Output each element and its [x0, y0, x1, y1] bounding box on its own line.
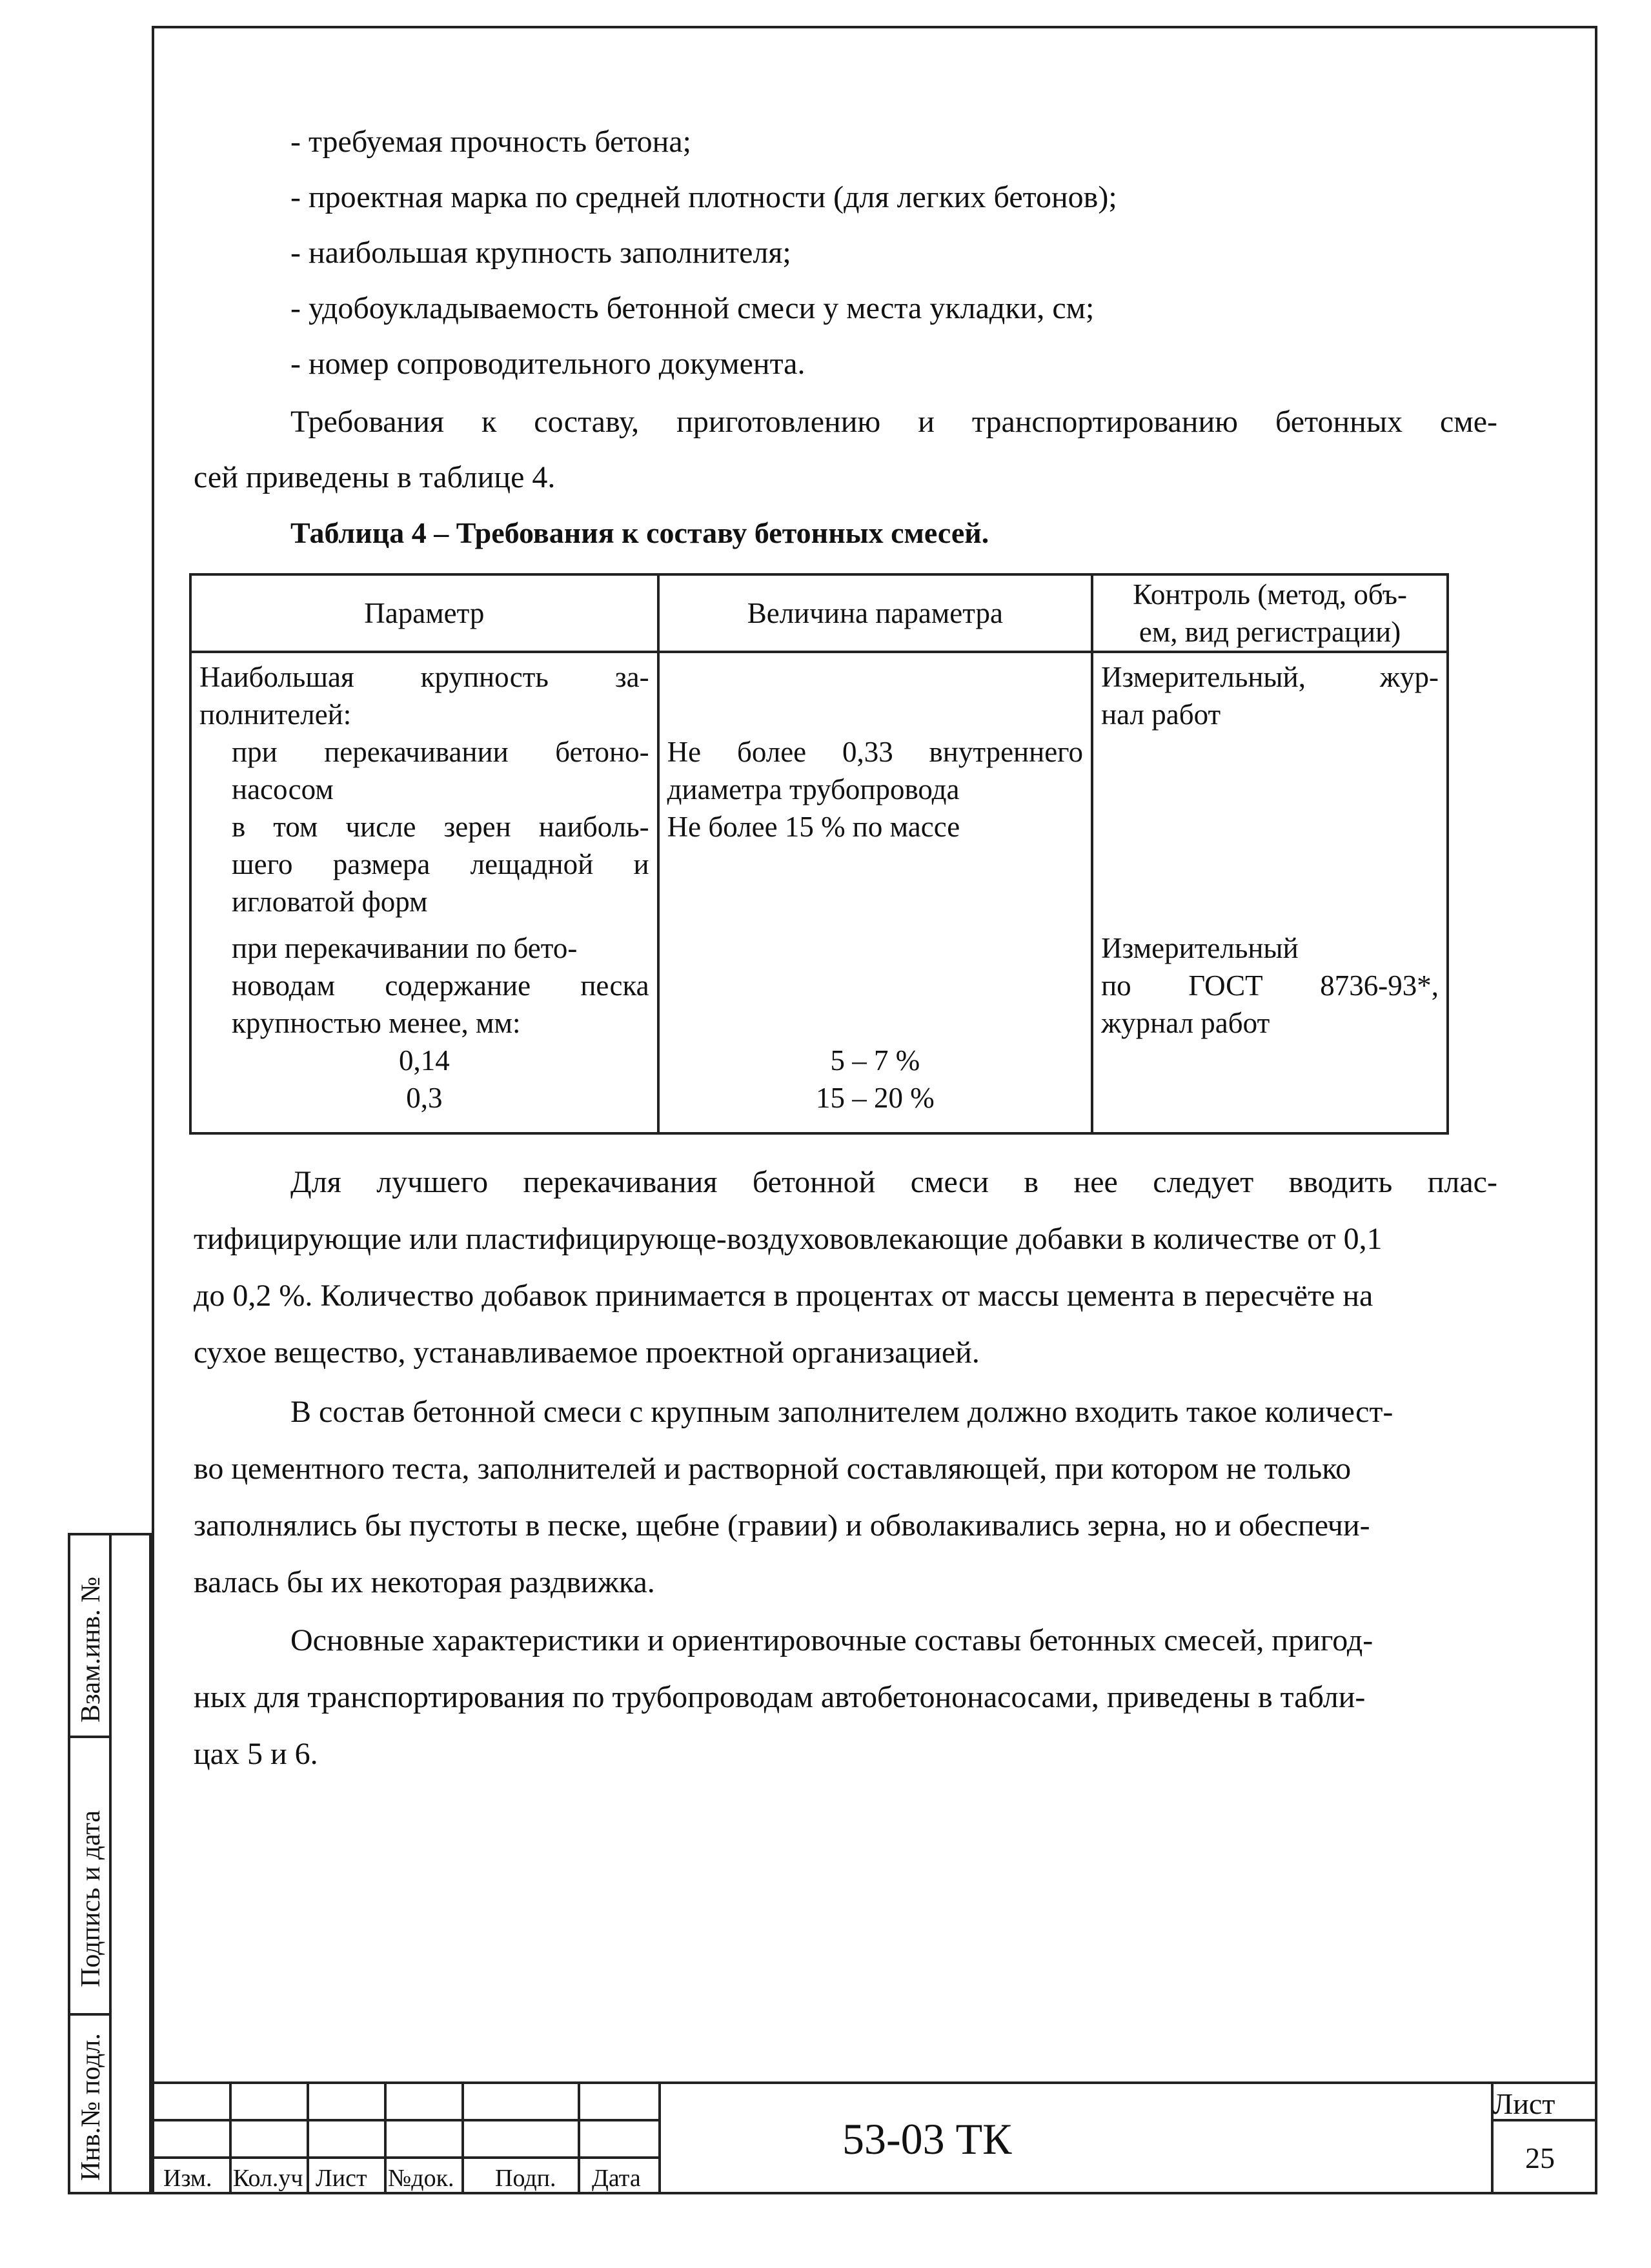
document-code: 53-03 ТК	[842, 2114, 1012, 2163]
para3-line3: заполнялись бы пустоты в песке, щебне (гравии) и обволакивались зерна, но и обеспечи-	[194, 1508, 1370, 1543]
bullet-3: - наибольшая крупность заполнителя;	[290, 236, 791, 270]
table-caption: Таблица 4 – Требования к составу бетонных смесей.	[290, 516, 989, 549]
title-col-kolvo: Кол.уч	[233, 2165, 303, 2192]
bullet-5: - номер сопроводительного документа.	[290, 347, 805, 381]
para1-line2: сей приведены в таблице 4.	[194, 460, 556, 494]
title-col-ndok: №док.	[388, 2165, 454, 2192]
bullet-4: - удобоукладываемость бетонной смеси у места укладки, см;	[290, 291, 1095, 325]
para2-line3: до 0,2 %. Количество добавок принимается в процентах от массы цемента в пересчёте на	[194, 1279, 1373, 1313]
table-header-control: Контроль (метод, объ- ем, вид регистрации)	[1092, 574, 1448, 652]
side-stamp-podpis: Подпись и дата	[76, 1810, 106, 1987]
table-header-parameter: Параметр	[190, 574, 658, 652]
side-stamp-vzam: Взам.инв. №	[76, 1576, 106, 1723]
sheet-number: 25	[1525, 2141, 1555, 2174]
para4-line2: ных для транспортирования по трубопроводам автобетононасосами, приведены в табли-	[194, 1680, 1366, 1714]
title-col-data: Дата	[592, 2165, 641, 2192]
bullet-1: - требуемая прочность бетона;	[290, 125, 691, 159]
para3-line2: во цементного теста, заполнителей и растворной составляющей, при котором не только	[194, 1452, 1352, 1486]
para2-line2: тифицирующие или пластифицирующе-воздухововлекающие добавки в количестве от 0,1	[194, 1222, 1383, 1256]
table-cell-control: Измерительный, жур- нал работ Измерительный по ГОСТ 8736-93*, журнал работ	[1092, 652, 1448, 1133]
para4-line3: цах 5 и 6.	[194, 1737, 318, 1771]
para1-line1: Требования к составу, приготовлению и транспортированию бетонных сме-	[290, 405, 1497, 439]
table-row	[190, 652, 1448, 1133]
title-col-podp: Подп.	[495, 2165, 556, 2192]
title-block	[152, 2081, 1597, 2194]
table-header-value: Величина параметра	[658, 574, 1092, 652]
side-stamp-inv: Инв.№ подл.	[76, 2033, 106, 2181]
para4-line1: Основные характеристики и ориентировочные составы бетонных смесей, пригод-	[290, 1623, 1373, 1657]
title-col-izm: Изм.	[163, 2165, 212, 2192]
title-col-list: Лист	[316, 2165, 367, 2192]
para2-line1: Для лучшего перекачивания бетонной смеси в нее следует вводить плас-	[290, 1165, 1497, 1199]
bullet-2: - проектная марка по средней плотности (для легких бетонов);	[290, 180, 1117, 214]
para3-line1: В состав бетонной смеси с крупным заполнителем должно входить такое количест-	[290, 1395, 1393, 1429]
side-stamp	[68, 1533, 152, 2194]
sheet-label: Лист	[1493, 2087, 1555, 2120]
para2-line4: сухое вещество, устанавливаемое проектной организацией.	[194, 1335, 980, 1370]
table-cell-value: Не более 0,33 внутреннего диаметра трубопровода Не более 15 % по массе 5 – 7 % 15 – 20 %	[658, 652, 1092, 1133]
table-4	[189, 573, 1449, 1135]
para3-line4: валась бы их некоторая раздвижка.	[194, 1565, 655, 1599]
table-cell-parameter: Наибольшая крупность за- полнителей: при перекачивании бетоно- насосом в том числе зерен наиболь- шего размера лещадной и игловатой форм при перекачивании по бето- новодам содержание песка крупностью менее, мм: 0,14 0,3	[190, 652, 658, 1133]
